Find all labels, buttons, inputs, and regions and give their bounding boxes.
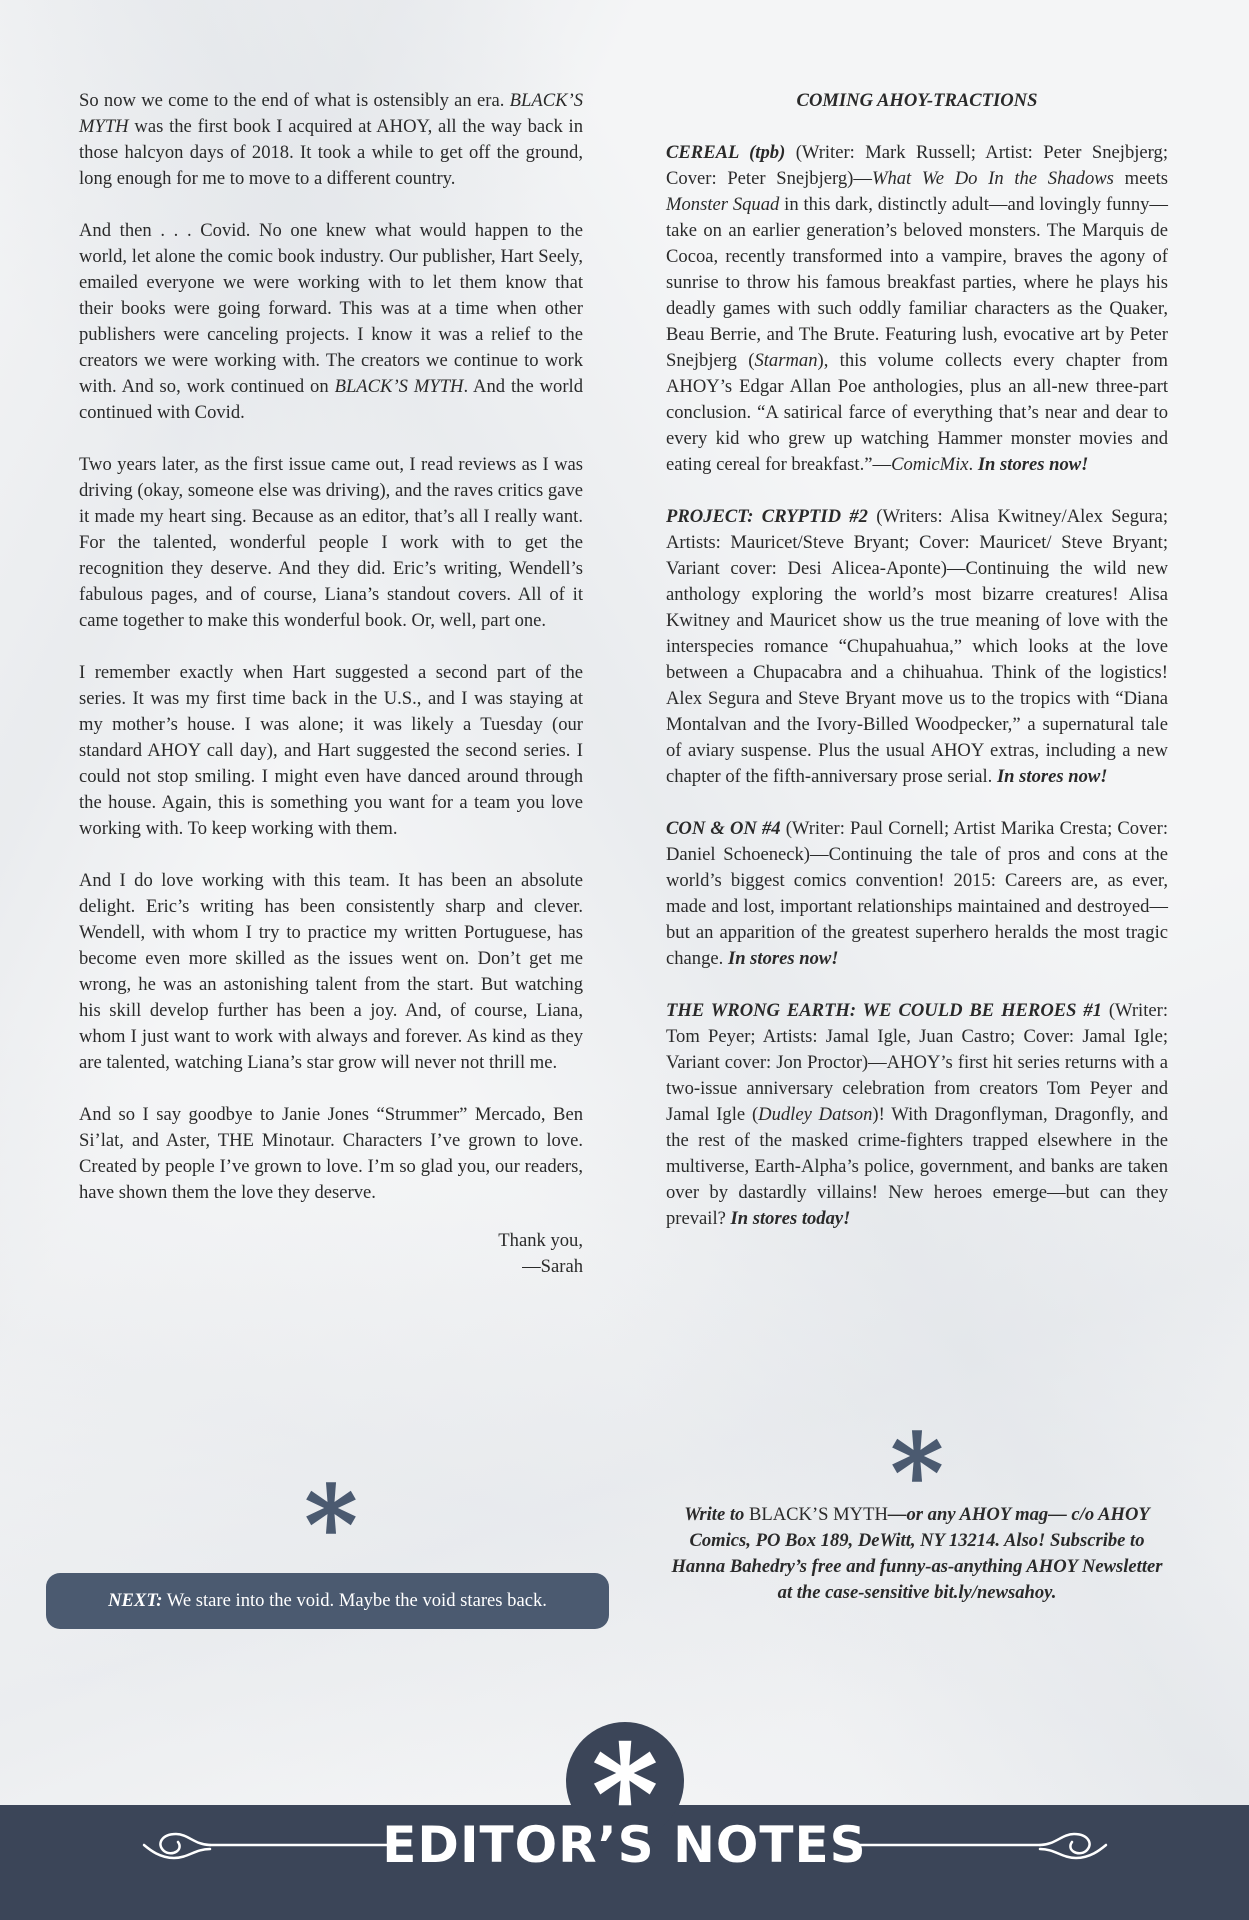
listing-wrong-earth: THE WRONG EARTH: WE COULD BE HEROES #1 (Writer: Tom Peyer; Artists: Jamal Igle, Juan Castro; Cover: Jamal Igle; Variant cover: Jon Proctor)—AHOY’s first hit series returns with a two-issue anniversary celebration from creators Tom Peyer and Jamal Igle (Dudley Datson)! With Dragonflyman, Dragonfly, and the rest of the masked crime-fighters trapped elsewhere in the multiverse, Earth-Alpha’s police, government, and banks are taken over by dastardly villains! New heroes emerge—but can they prevail? In stores today! — [666, 1000, 1168, 1229]
availability: In stores now! — [727, 948, 839, 969]
listing-title: CEREAL (tpb) — [666, 142, 786, 163]
availability: In stores now! — [996, 766, 1108, 787]
paragraph: And then . . . Covid. No one knew what would happen to the world, let alone the comic book industry. Our publisher, Hart Seely, emailed everyone we were working with to let them know that their books were going forward. This was at a time when other publishers were canceling projects. I know it was a relief to the creators we were working with. The creators we continue to work with. And so, work continued on BLACK’S MYTH. And the world continued with Covid. — [79, 220, 584, 423]
paragraph: I remember exactly when Hart suggested a second part of the series. It was my first time back in the U.S., and I was staying at my mother’s house. I was alone; it was likely a Tuesday (our standard AHOY call day), and Hart suggested the second series. I could not stop smiling. I might even have danced around through the house. Again, this is something you want for a team you love working with. To keep working with them. — [79, 662, 583, 839]
left-column — [79, 88, 583, 1280]
title-ref: BLACK’S MYTH — [334, 376, 464, 397]
next-label: NEXT: — [108, 1590, 163, 1611]
next-text: We stare into the void. Maybe the void stares back. — [162, 1590, 547, 1611]
paragraph: So now we come to the end of what is ostensibly an era. BLACK’S MYTH was the first book I acquired at AHOY, all the way back in those halcyon days of 2018. It took a while to get off the ground, long enough for me to move to a different country. — [79, 90, 583, 189]
asterisk-icon — [590, 1738, 660, 1808]
paragraph: And I do love working with this team. It has been an absolute delight. Eric’s writing has been consistently sharp and clever. Wendell, with whom I try to practice my written Portuguese, has become even more skilled as the issues went on. Don’t get me wrong, he was an astonishing talent from the start. But watching his skill develop further has been a joy. And, of course, Liana, whom I just want to work with always and forever. As kind as they are talented, watching Liana’s star grow will never not thrill me. — [79, 870, 583, 1073]
listing-con-and-on: CON & ON #4 (Writer: Paul Cornell; Artist Marika Cresta; Cover: Daniel Schoeneck)—Continuing the tale of pros and cons at the world’s biggest comics convention! 2015: Careers are, as ever, made and lost, important relationships maintained and destroyed—but an apparition of the greatest superhero heralds the most tragic change. In stores now! — [666, 818, 1168, 969]
asterisk-icon — [303, 1480, 359, 1536]
next-issue-box — [46, 1573, 609, 1629]
paragraph: Two years later, as the first issue came out, I read reviews as I was driving (okay, someone else was driving), and the raves critics gave it made my heart sing. Because as an editor, that’s all I really want. For the talented, wonderful people I work with to get the recognition they deserve. And they did. Eric’s writing, Wendell’s fabulous pages, and of course, Liana’s standout covers. All of it came together to make this wonderful book. Or, well, part one. — [79, 454, 583, 631]
availability: In stores now! — [977, 454, 1089, 475]
listing-title: THE WRONG EARTH: WE COULD BE HEROES #1 — [666, 1000, 1102, 1021]
title-ref: BLACK’S MYTH — [79, 90, 583, 137]
mailing-address-note: Write to BLACK’S MYTH—or any AHOY mag— c/o AHOY Comics, PO Box 189, DeWitt, NY 13214. Also! Subscribe to Hanna Bahedry’s free and funny-as-anything AHOY Newsletter at the case-sensitive bit.ly/newsahoy. — [671, 1504, 1163, 1603]
section-heading: COMING AHOY-TRACTIONS — [796, 90, 1038, 111]
signoff: Thank you, —Sarah — [498, 1230, 583, 1277]
availability: In stores today! — [730, 1208, 851, 1229]
listing-title: PROJECT: CRYPTID #2 — [666, 506, 868, 527]
listing-title: CON & ON #4 — [666, 818, 781, 839]
listing-project-cryptid: PROJECT: CRYPTID #2 (Writers: Alisa Kwitney/Alex Segura; Artists: Mauricet/Steve Bryant; Cover: Mauricet/ Steve Bryant; Variant cover: Desi Alicea-Aponte)—Continuing the wild new anthology exploring the world’s most bizarre creatures! Alisa Kwitney and Mauricet show us the true meaning of love with the interspecies romance “Chupahuahua,” which looks at the love between a Chupacabra and a chihuahua. Think of the logistics! Alex Segura and Steve Bryant move us to the tropics with “Diana Montalvan and the Ivory-Billed Woodpecker,” a supernatural tale of aviary suspense. Plus the usual AHOY extras, including a new chapter of the fifth-anniversary prose serial. In stores now! — [666, 506, 1169, 787]
asterisk-icon — [889, 1428, 945, 1484]
paragraph: And so I say goodbye to Janie Jones “Strummer” Mercado, Ben Si’lat, and Aster, THE Minotaur. Characters I’ve grown to love. Created by people I’ve grown to love. I’m so glad you, our readers, have shown them the love they deserve. — [79, 1104, 583, 1203]
listing-cereal: CEREAL (tpb) (Writer: Mark Russell; Artist: Peter Snejbjerg; Cover: Peter Snejbjerg)—What We Do In the Shadows meets Monster Squad in this dark, distinctly adult—and lovingly funny—take on an earlier generation’s beloved monsters. The Marquis de Cocoa, recently transformed into a vampire, braves the agony of sunrise to throw his famous breakfast parties, where he plays his deadly games with such oddly familiar characters as the Quaker, Beau Berrie, and The Brute. Featuring lush, evocative art by Peter Snejbjerg (Starman), this volume collects every chapter from AHOY’s Edgar Allan Poe anthologies, plus an all-new three-part conclusion. “A satirical farce of everything that’s near and dear to every kid who grew up watching Hammer monster movies and eating cereal for breakfast.”—ComicMix. In stores now! — [666, 142, 1169, 475]
right-column — [666, 88, 1168, 1258]
page-title: EDITOR’S NOTES — [382, 1816, 867, 1874]
